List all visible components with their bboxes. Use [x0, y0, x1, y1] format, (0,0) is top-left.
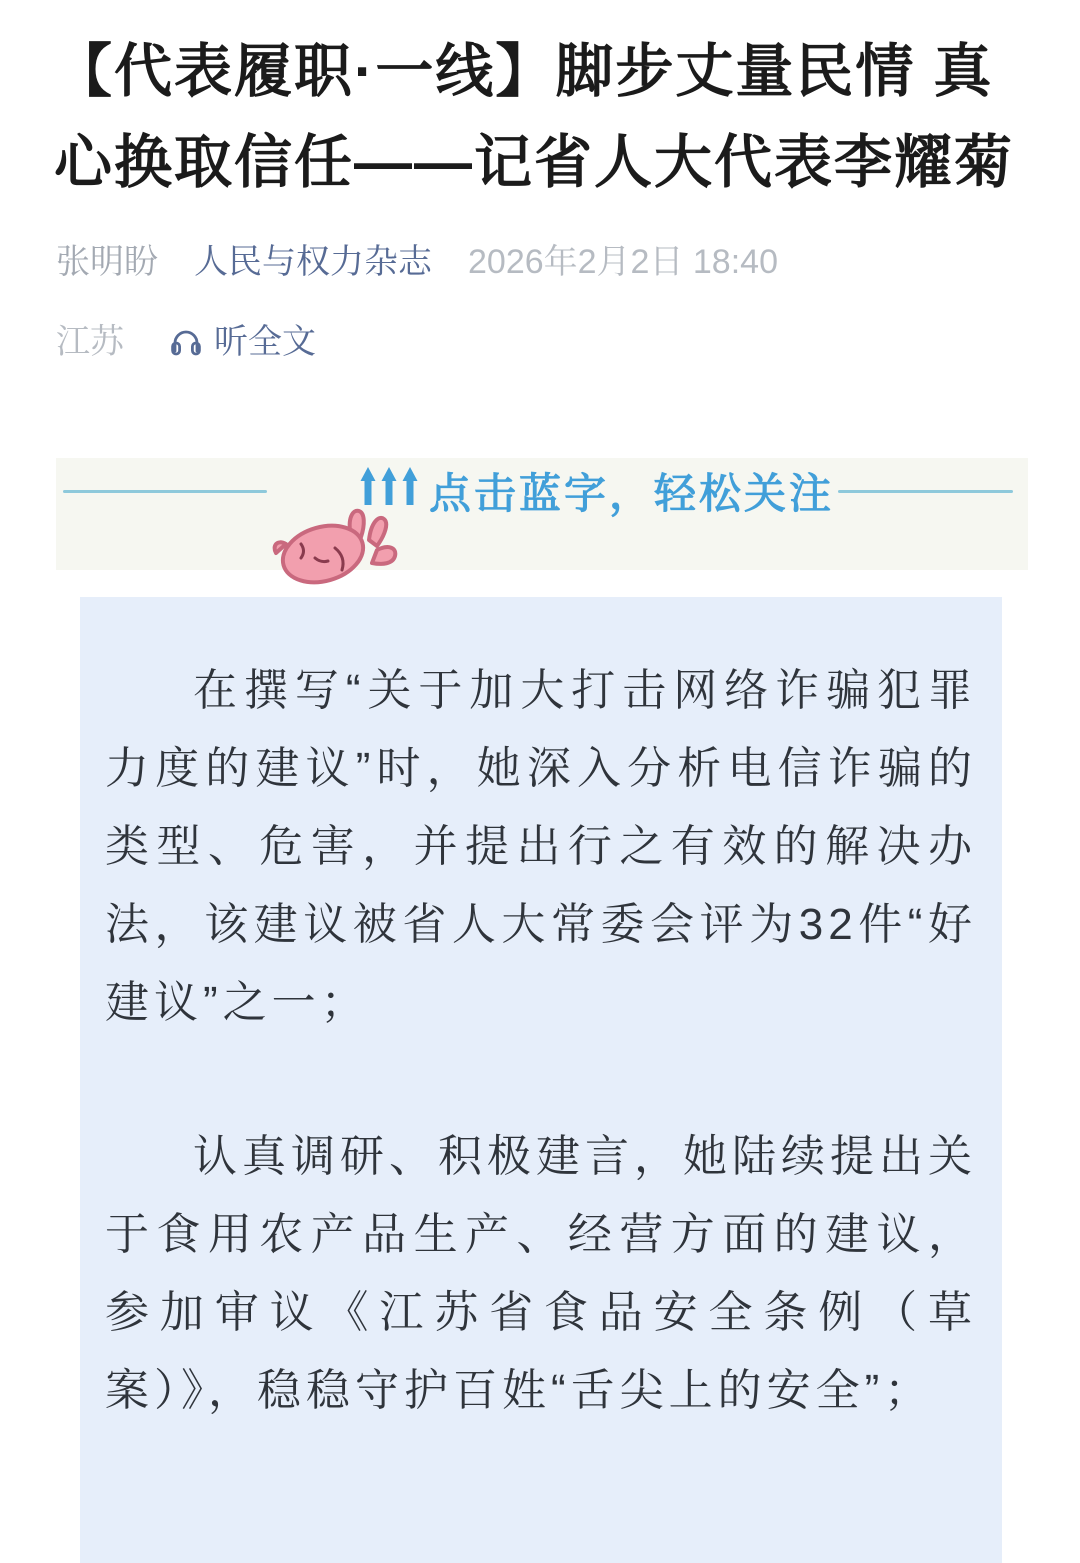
listen-label: 听全文: [214, 323, 316, 361]
rabbit-icon: [271, 506, 411, 591]
paragraph-2: 认真调研、积极建言，她陆续提出关于食用农产品生产、经营方面的建议，参加审议《江苏省食品安全条例（草案）》，稳稳守护百姓“舌尖上的安全”；: [105, 1132, 977, 1415]
article-title-line1: 【代表履职·一线】脚步丈量民情 真: [54, 39, 994, 104]
article-meta-row2: [56, 320, 1026, 364]
follow-banner: [56, 458, 1028, 570]
article-title-line2: 心换取信任——记省人大代表李耀菊: [54, 130, 1015, 195]
banner-right-rule: [838, 490, 1013, 493]
article-body: [80, 597, 1002, 1563]
account-link[interactable]: 人民与权力杂志: [194, 243, 432, 281]
banner-text-label: 点击蓝字，轻松关注: [429, 470, 835, 517]
region-label: 江苏: [56, 323, 124, 361]
banner-text: [359, 461, 834, 521]
banner-row: [56, 458, 1028, 524]
banner-left-rule: [63, 490, 267, 493]
listen-full-text-button[interactable]: [168, 320, 316, 364]
author-name: 张明盼: [56, 243, 158, 281]
paragraph-1: 在撰写“关于加大打击网络诈骗犯罪力度的建议”时，她深入分析电信诈骗的类型、危害，并提出行之有效的解决办法，该建议被省人大常委会评为32件“好建议”之一；: [105, 666, 977, 1027]
article-meta-row: [56, 240, 1026, 284]
headphones-icon: [168, 324, 204, 360]
publish-timestamp: 2026年2月2日 18:40: [468, 243, 778, 281]
article-title: [0, 0, 1080, 208]
